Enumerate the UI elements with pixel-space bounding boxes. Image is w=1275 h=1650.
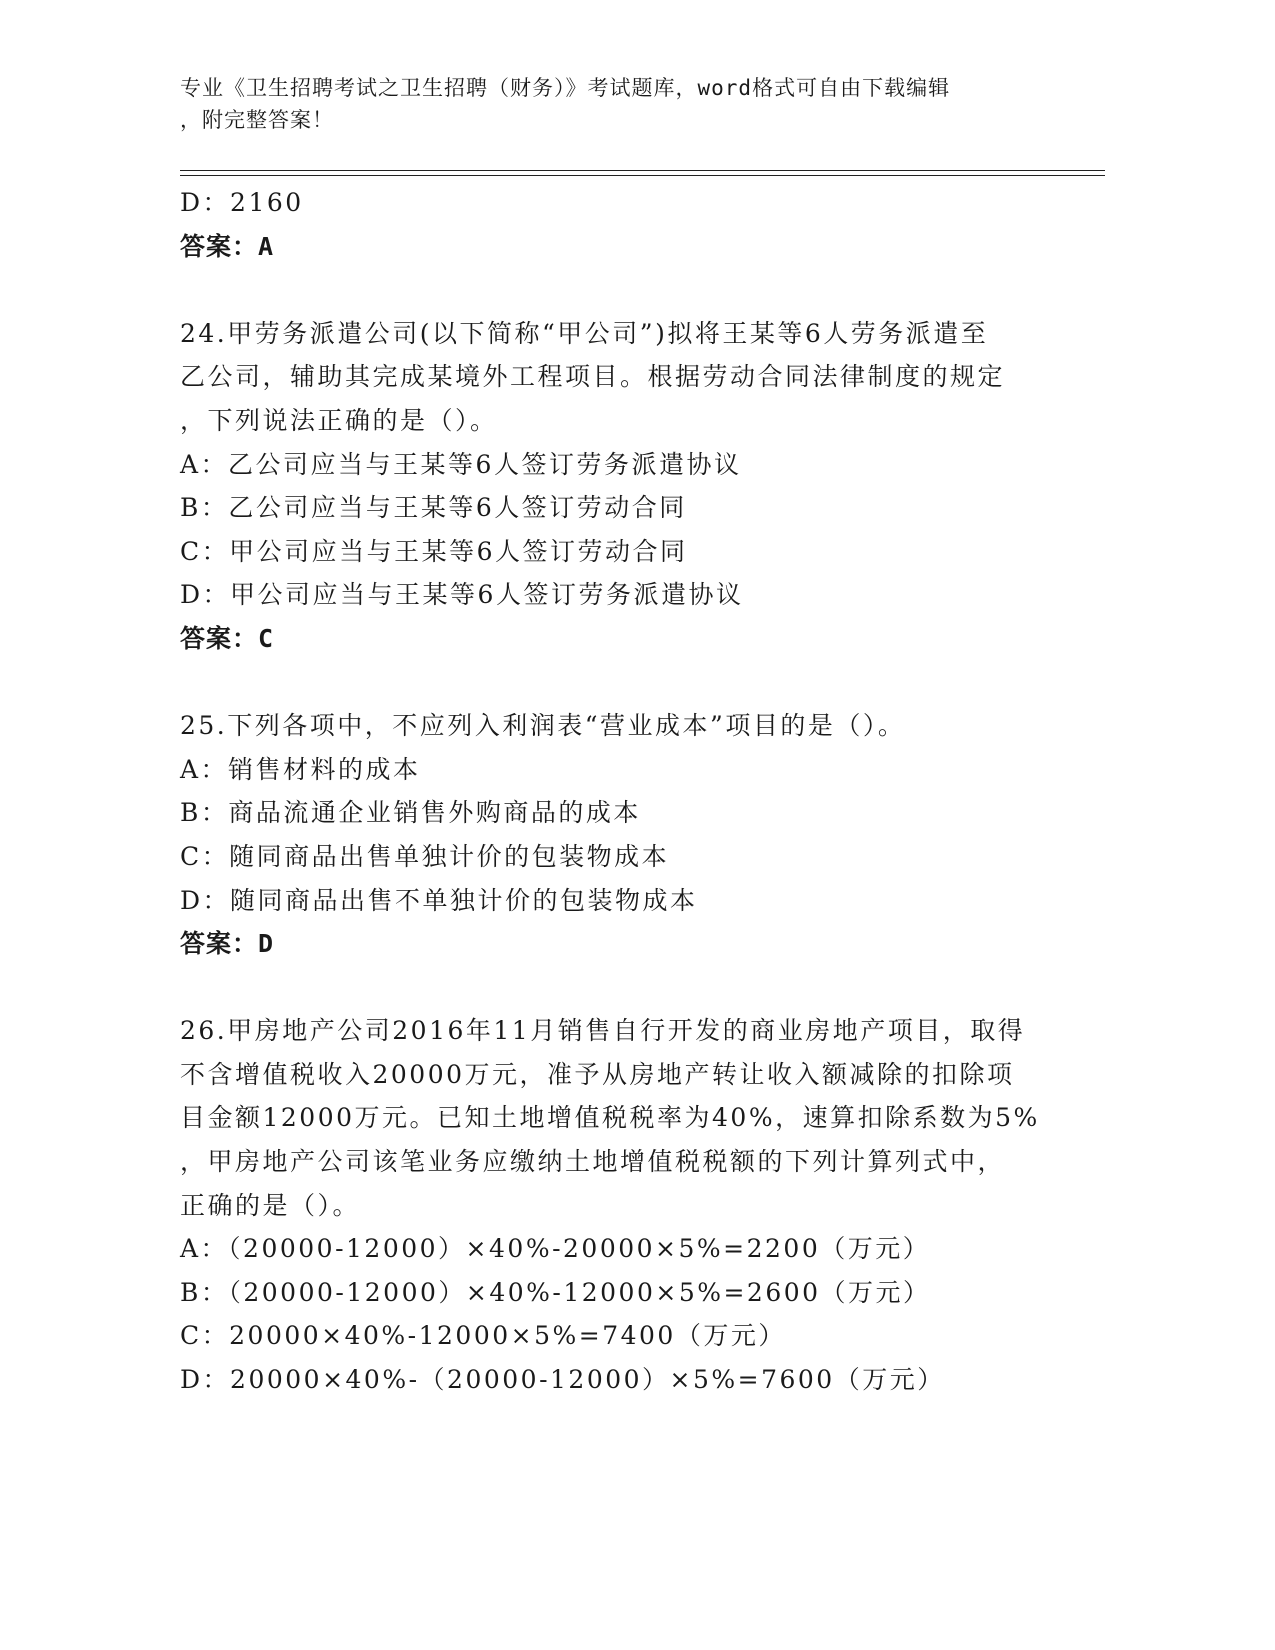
option-b: B：商品流通企业销售外购商品的成本 [180,798,641,828]
answer-line: 答案：A [180,231,275,261]
option-c: C：20000×40%-12000×5%=7400（万元） [180,1321,786,1351]
option-c: C：随同商品出售单独计价的包装物成本 [180,841,670,871]
option-d: D：20000×40%-（20000-12000）×5%=7600（万元） [180,1365,945,1395]
option-b: B：乙公司应当与王某等6人签订劳动合同 [180,493,687,523]
previous-question-tail [180,181,1060,268]
header-line-1: 专业《卫生招聘考试之卫生招聘（财务）》考试题库，word格式可自由下载编辑 [180,76,951,100]
option-d: D：2160 [180,188,304,217]
option-a: A：乙公司应当与王某等6人签订劳务派遣协议 [180,449,742,479]
question-stem: 24.甲劳务派遣公司(以下简称“甲公司”)拟将王某等6人劳务派遣至 [180,318,989,348]
question-stem: ，甲房地产公司该笔业务应缴纳土地增值税税额的下列计算列式中， [180,1147,1006,1177]
option-a: A：销售材料的成本 [180,754,421,784]
header-divider-bottom [180,175,1105,176]
question-stem: ，下列说法正确的是（）。 [180,405,498,435]
spacer [180,661,1060,705]
question-25 [180,704,1060,966]
question-stem: 乙公司，辅助其完成某境外工程项目。根据劳动合同法律制度的规定 [180,362,1006,392]
option-d: D：随同商品出售不单独计价的包装物成本 [180,885,698,915]
document-header [180,72,1060,136]
spacer [180,966,1060,1010]
question-stem: 25.下列各项中，不应列入利润表“营业成本”项目的是（）。 [180,711,906,741]
question-stem: 不含增值税收入20000万元，准予从房地产转让收入额减除的扣除项 [180,1059,1015,1089]
spacer [180,268,1060,312]
option-a: A：（20000-12000）×40%-20000×5%=2200（万元） [180,1234,931,1264]
option-d: D：甲公司应当与王某等6人签订劳务派遣协议 [180,580,744,610]
question-24 [180,312,1060,661]
answer-line: 答案：D [180,929,275,959]
answer-line: 答案：C [180,623,275,653]
question-content [180,181,1060,1402]
header-line-2: ，附完整答案！ [180,108,334,132]
question-26 [180,1009,1060,1401]
option-c: C：甲公司应当与王某等6人签订劳动合同 [180,536,688,566]
question-stem: 正确的是（）。 [180,1190,361,1220]
option-b: B：（20000-12000）×40%-12000×5%=2600（万元） [180,1277,931,1307]
question-stem: 目金额12000万元。已知土地增值税税率为40%，速算扣除系数为5% [180,1103,1040,1133]
header-divider-top [180,170,1105,171]
question-stem: 26.甲房地产公司2016年11月销售自行开发的商业房地产项目，取得 [180,1016,1026,1046]
